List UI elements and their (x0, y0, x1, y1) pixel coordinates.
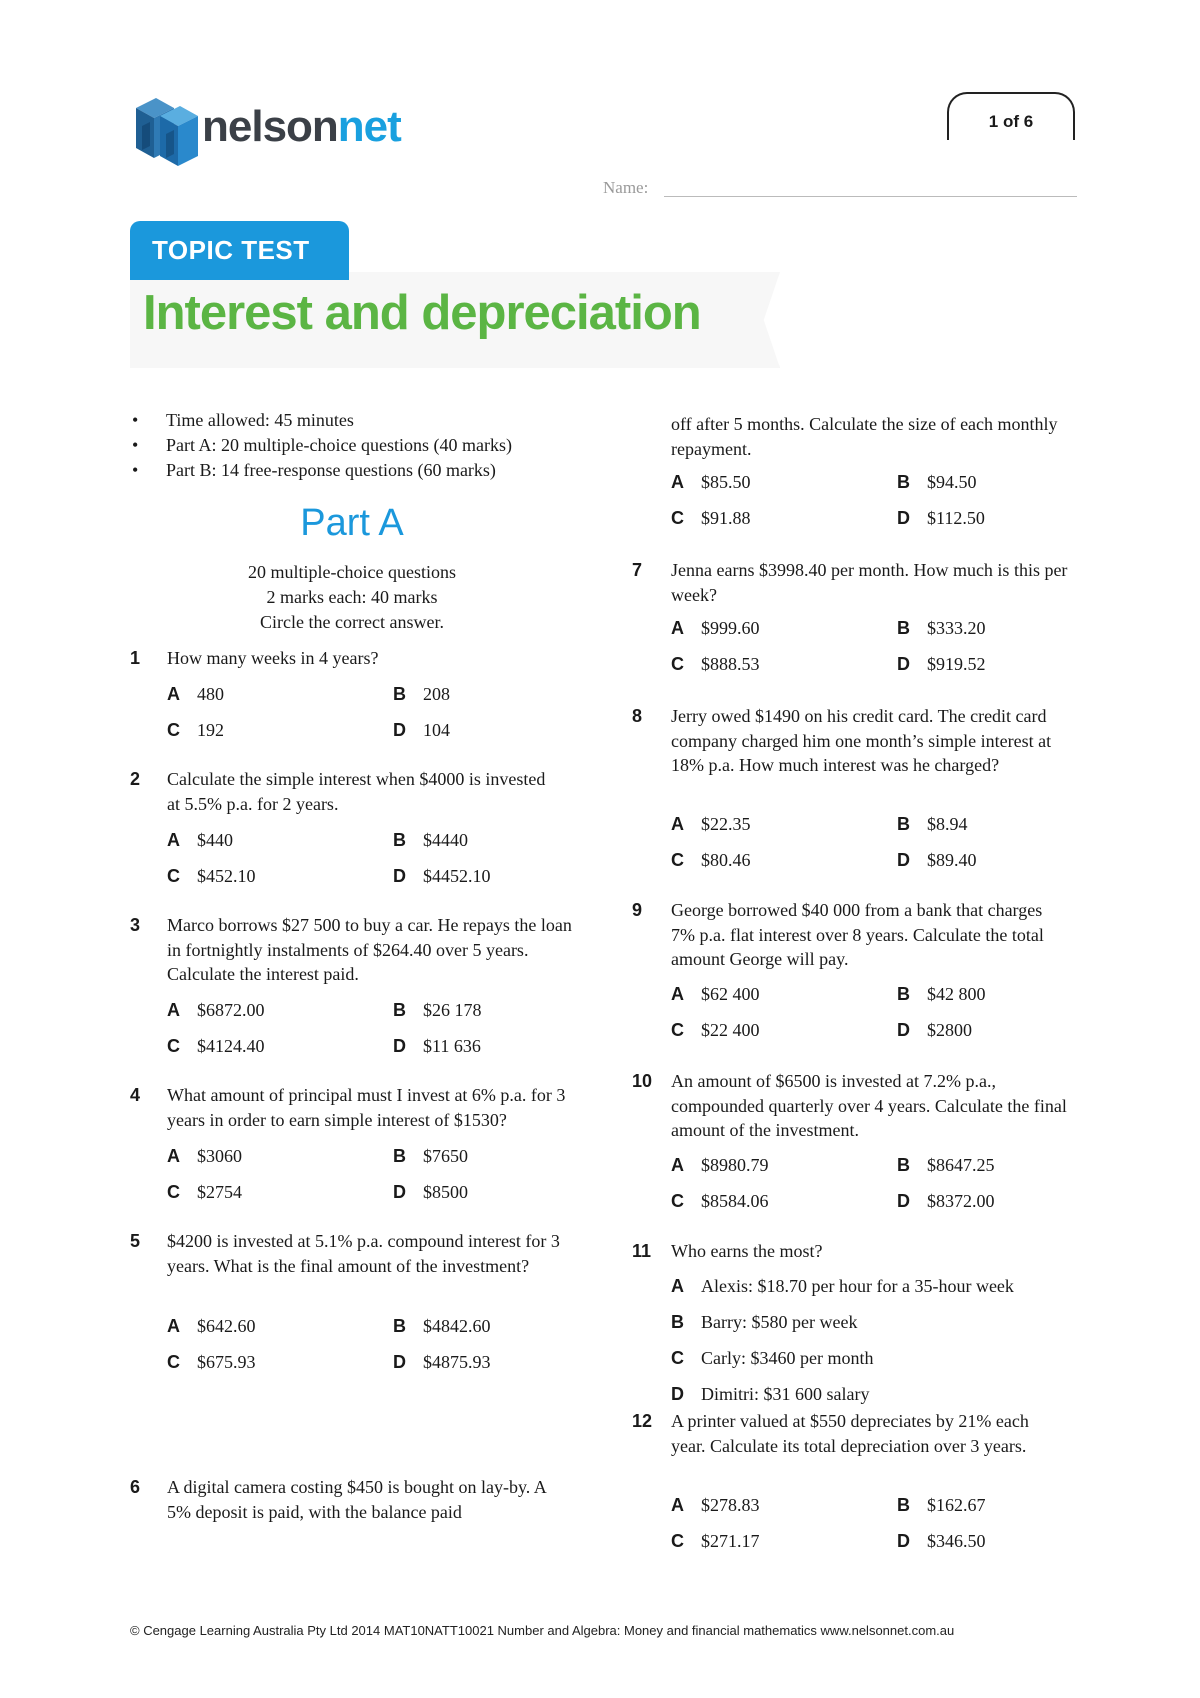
question-10-number: 10 (632, 1071, 653, 1091)
name-field-line[interactable] (664, 196, 1077, 197)
part-a-instructions (182, 560, 522, 635)
question-8-number: 8 (632, 706, 643, 726)
question-6-text-part1: A digital camera costing $450 is bought on lay-by. A 5% deposit is paid, with the balance paid (167, 1477, 546, 1522)
question-8-option-b[interactable]: B $8.94 (897, 814, 968, 834)
question-11-option-d[interactable]: D Dimitri: $31 600 salary (671, 1384, 870, 1404)
test-info-list (130, 410, 512, 485)
part-a-line-1: 20 multiple-choice questions (248, 562, 456, 582)
question-5-option-c[interactable]: C $675.93 (167, 1352, 256, 1372)
name-label: Name: (603, 178, 649, 197)
question-9-option-b[interactable]: B $42 800 (897, 984, 986, 1004)
question-9-number: 9 (632, 900, 643, 920)
question-11-text: Who earns the most? (671, 1241, 823, 1261)
part-a-line-2: 2 marks each: 40 marks (266, 587, 438, 607)
question-3-option-c[interactable]: C $4124.40 (167, 1036, 265, 1056)
question-2-option-d[interactable]: D $4452.10 (393, 866, 491, 886)
page-indicator: 1 of 6 (947, 92, 1075, 140)
nelsonnet-logo (130, 96, 401, 175)
question-5-option-d[interactable]: D $4875.93 (393, 1352, 491, 1372)
question-5-option-a[interactable]: A $642.60 (167, 1316, 256, 1336)
question-1-option-b[interactable]: B 208 (393, 684, 450, 704)
question-9-option-c[interactable]: C $22 400 (671, 1020, 760, 1040)
topic-test-tag: TOPIC TEST (130, 221, 349, 280)
question-12-option-b[interactable]: B $162.67 (897, 1495, 986, 1515)
question-12-text: A printer valued at $550 depreciates by 21% each year. Calculate its total depreciation over 3 years. (671, 1411, 1029, 1456)
question-8-option-d[interactable]: D $89.40 (897, 850, 977, 870)
page-title: Interest and depreciation (143, 286, 701, 340)
question-6-option-c[interactable]: C $91.88 (671, 508, 751, 528)
question-10-option-a[interactable]: A $8980.79 (671, 1155, 769, 1175)
question-7-number: 7 (632, 560, 643, 580)
question-3-text: Marco borrows $27 500 to buy a car. He repays the loan in fortnightly instalments of $264.40 over 5 years. Calculate the interest paid. (167, 915, 572, 984)
logo-text-nelson: nelson (202, 102, 338, 151)
question-6-text-part2: off after 5 months. Calculate the size of each monthly repayment. (671, 414, 1058, 459)
question-6-option-a[interactable]: A $85.50 (671, 472, 751, 492)
question-12-option-c[interactable]: C $271.17 (671, 1531, 760, 1551)
question-1-option-a[interactable]: A 480 (167, 684, 224, 704)
question-11-option-a[interactable]: A Alexis: $18.70 per hour for a 35-hour week (671, 1276, 1014, 1296)
question-4-option-d[interactable]: D $8500 (393, 1182, 468, 1202)
question-8-option-c[interactable]: C $80.46 (671, 850, 751, 870)
question-10-option-d[interactable]: D $8372.00 (897, 1191, 995, 1211)
question-10-option-c[interactable]: C $8584.06 (671, 1191, 769, 1211)
question-4-option-b[interactable]: B $7650 (393, 1146, 468, 1166)
question-5-number: 5 (130, 1231, 141, 1251)
question-6-number: 6 (130, 1477, 141, 1497)
question-2-number: 2 (130, 769, 141, 789)
info-item-part-b: • Part B: 14 free-response questions (60 marks) (130, 460, 512, 485)
question-2-option-c[interactable]: C $452.10 (167, 866, 256, 886)
question-5-text: $4200 is invested at 5.1% p.a. compound interest for 3 years. What is the final amount of the investment? (167, 1231, 560, 1276)
info-item-time: • Time allowed: 45 minutes (130, 410, 512, 435)
question-7-option-c[interactable]: C $888.53 (671, 654, 760, 674)
question-3-option-d[interactable]: D $11 636 (393, 1036, 481, 1056)
question-1-text: How many weeks in 4 years? (167, 648, 379, 668)
logo-wordmark (202, 102, 401, 152)
page-footer: © Cengage Learning Australia Pty Ltd 2014 MAT10NATT10021 Number and Algebra: Money and financial mathematics www.nelsonnet.com.au (130, 1623, 955, 1638)
question-2-text: Calculate the simple interest when $4000 is invested at 5.5% p.a. for 2 years. (167, 769, 546, 814)
info-item-part-a: • Part A: 20 multiple-choice questions (40 marks) (130, 435, 512, 460)
question-3-number: 3 (130, 915, 141, 935)
question-6-option-b[interactable]: B $94.50 (897, 472, 977, 492)
question-3-option-b[interactable]: B $26 178 (393, 1000, 482, 1020)
part-a-line-3: Circle the correct answer. (260, 612, 444, 632)
question-11-number: 11 (632, 1241, 652, 1261)
question-11-option-c[interactable]: C Carly: $3460 per month (671, 1348, 874, 1368)
question-7-option-d[interactable]: D $919.52 (897, 654, 986, 674)
question-4-text: What amount of principal must I invest at 6% p.a. for 3 years in order to earn simple interest of $1530? (167, 1085, 566, 1130)
question-9-option-a[interactable]: A $62 400 (671, 984, 760, 1004)
logo-text-net: net (337, 102, 401, 151)
question-10-option-b[interactable]: B $8647.25 (897, 1155, 995, 1175)
question-7-option-b[interactable]: B $333.20 (897, 618, 986, 638)
question-2-option-a[interactable]: A $440 (167, 830, 233, 850)
question-8-text: Jerry owed $1490 on his credit card. The credit card company charged him one month’s simple interest at 18% p.a. How much interest was he charged? (671, 706, 1052, 775)
question-1-option-c[interactable]: C 192 (167, 720, 224, 740)
question-5-option-b[interactable]: B $4842.60 (393, 1316, 491, 1336)
question-6-option-d[interactable]: D $112.50 (897, 508, 985, 528)
question-1-option-d[interactable]: D 104 (393, 720, 450, 740)
question-12-option-d[interactable]: D $346.50 (897, 1531, 986, 1551)
part-a-heading: Part A (300, 502, 404, 544)
question-10-text: An amount of $6500 is invested at 7.2% p.a., compounded quarterly over 4 years. Calculate the final amount of the investment. (671, 1071, 1067, 1140)
question-4-option-a[interactable]: A $3060 (167, 1146, 242, 1166)
question-7-option-a[interactable]: A $999.60 (671, 618, 760, 638)
question-7-text: Jenna earns $3998.40 per month. How much is this per week? (671, 560, 1068, 605)
question-11-option-b[interactable]: B Barry: $580 per week (671, 1312, 858, 1332)
logo-cube-icon (130, 96, 202, 170)
question-3-option-a[interactable]: A $6872.00 (167, 1000, 265, 1020)
question-9-text: George borrowed $40 000 from a bank that charges 7% p.a. flat interest over 8 years. Calculate the total amount George will pay. (671, 900, 1044, 969)
question-4-option-c[interactable]: C $2754 (167, 1182, 242, 1202)
question-12-option-a[interactable]: A $278.83 (671, 1495, 760, 1515)
question-12-number: 12 (632, 1411, 653, 1431)
question-4-number: 4 (130, 1085, 141, 1105)
question-9-option-d[interactable]: D $2800 (897, 1020, 972, 1040)
question-8-option-a[interactable]: A $22.35 (671, 814, 751, 834)
question-2-option-b[interactable]: B $4440 (393, 830, 468, 850)
question-1-number: 1 (130, 648, 141, 668)
